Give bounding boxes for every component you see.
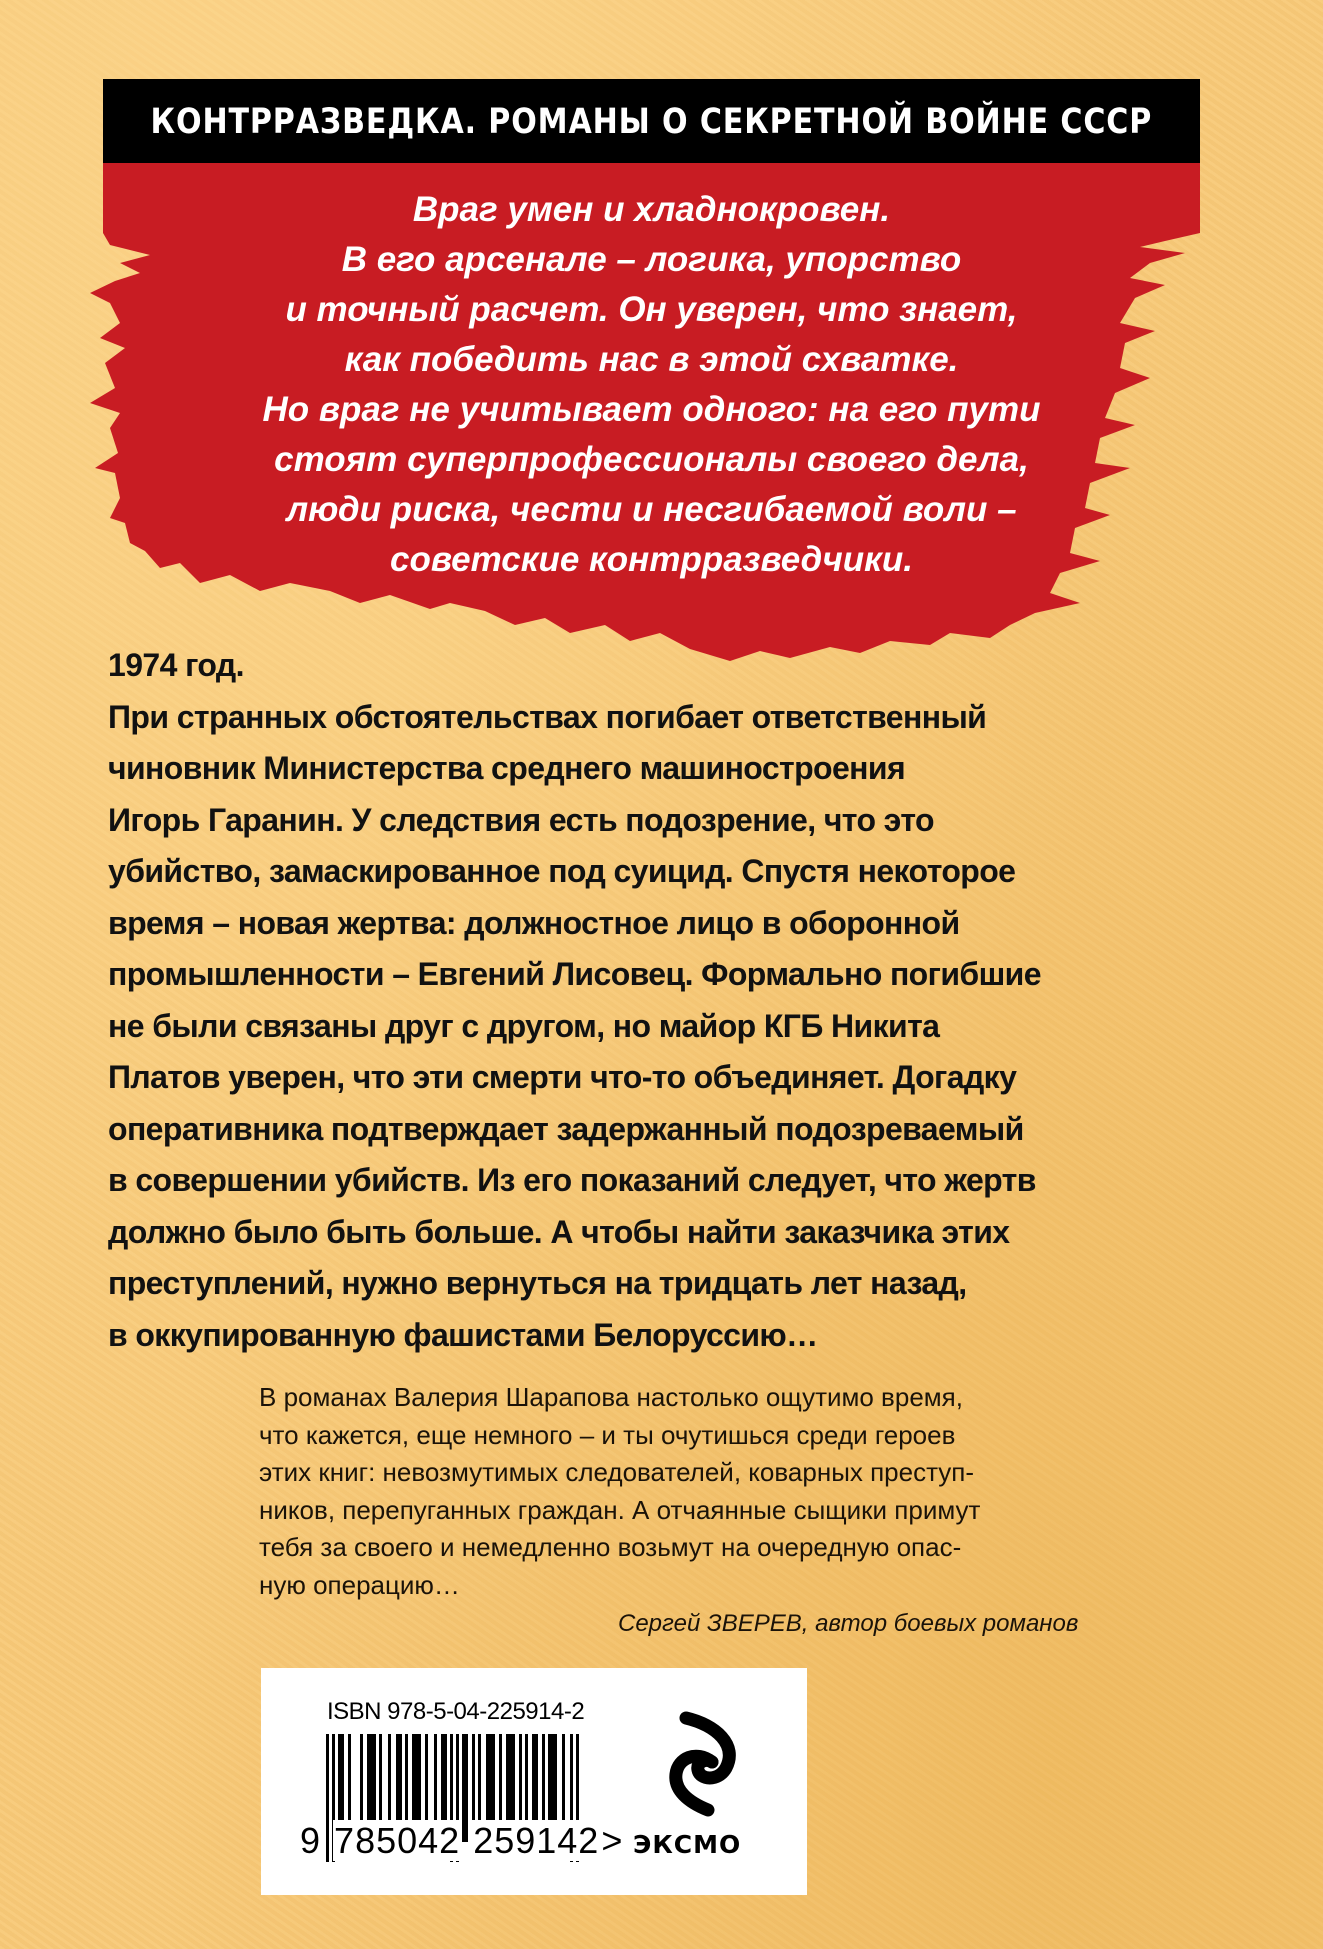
review-line: этих книг: невозмутимых следователей, коварных преступ- (259, 1457, 975, 1487)
barcode-digits (299, 1820, 624, 1862)
synopsis-line: Игорь Гаранин. У следствия есть подозрение, что это (108, 801, 934, 838)
barcode-panel (261, 1668, 807, 1895)
tagline-line: люди риска, чести и несгибаемой воли – (286, 490, 1017, 529)
synopsis-block (108, 640, 1228, 1361)
isbn-label: ISBN 978-5-04-225914-2 (327, 1698, 585, 1725)
tagline-line: В его арсенале – логика, упорство (341, 240, 962, 279)
tagline-line: Но враг не учитывает одного: на его пути (262, 390, 1041, 429)
series-title-bar (103, 79, 1200, 165)
review-line: тебя за своего и немедленно возьмут на очередную опас- (259, 1532, 962, 1562)
barcode-quiet-mark: > (601, 1820, 624, 1861)
tagline-line: и точный расчет. Он уверен, что знает, (285, 290, 1018, 329)
tagline-line: советские контрразведчики. (390, 540, 913, 579)
eksmo-swirl-logo-icon (656, 1710, 746, 1820)
review-line: что кажется, еще немного – и ты очутишься среди героев (259, 1419, 956, 1450)
review-line: ников, перепуганных граждан. А отчаянные сыщики примут (259, 1494, 981, 1525)
synopsis-line: При странных обстоятельствах погибает ответственный (108, 698, 987, 735)
publisher-name: ЭКСМО (633, 1830, 742, 1859)
barcode-first-digit: 9 (300, 1820, 322, 1861)
review-line: В романах Валерия Шарапова настолько ощутимо время, (259, 1382, 963, 1412)
synopsis-line: в совершении убийств. Из его показаний следует, что жертв (108, 1162, 1036, 1198)
synopsis-line: 1974 год. (108, 647, 244, 683)
synopsis-line: оперативника подтверждает задержанный подозреваемый (108, 1110, 1024, 1147)
tagline-block (103, 185, 1200, 585)
series-title: КОНТРРАЗВЕДКА. РОМАНЫ О СЕКРЕТНОЙ ВОЙНЕ СССР (150, 102, 1153, 142)
tagline-line: как победить нас в этой схватке. (344, 340, 959, 379)
synopsis-line: преступлений, нужно вернуться на тридцать лет назад, (108, 1265, 967, 1301)
barcode-right-group: 259142 (473, 1820, 600, 1861)
review-attribution: Сергей ЗВЕРЕВ, автор боевых романов (618, 1610, 1079, 1637)
review-line: ную операцию… (259, 1569, 460, 1600)
synopsis-line: промышленности – Евгений Лисовец. Формально погибшие (108, 956, 1041, 992)
synopsis-line: убийство, замаскированное под суицид. Спустя некоторое (108, 853, 1016, 889)
tagline-line: стоят суперпрофессионалы своего дела, (274, 440, 1029, 479)
synopsis-line: чиновник Министерства среднего машиностроения (108, 750, 906, 786)
synopsis-line: должно было быть больше. А чтобы найти заказчика этих (108, 1213, 1010, 1250)
synopsis-line: в оккупированную фашистами Белоруссию… (108, 1316, 818, 1353)
synopsis-line: время – новая жертва: должностное лицо в оборонной (108, 904, 960, 941)
synopsis-line: не были связаны друг с другом, но майор КГБ Никита (108, 1007, 940, 1044)
synopsis-line: Платов уверен, что эти смерти что-то объединяет. Догадку (108, 1059, 1017, 1095)
barcode-left-group: 785042 (334, 1820, 461, 1861)
review-quote (259, 1379, 1159, 1604)
tagline-line: Враг умен и хладнокровен. (412, 190, 891, 229)
